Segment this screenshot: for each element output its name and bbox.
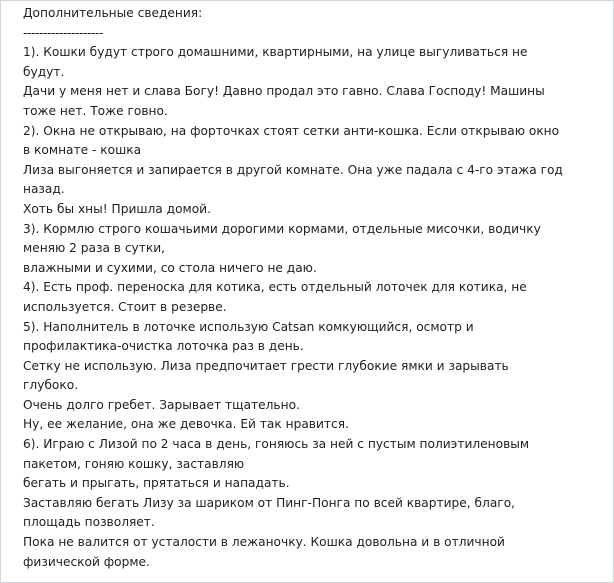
- text-line: Сетку не использую. Лиза предпочитает грести глубокие ямки и зарывать: [23, 358, 509, 373]
- text-line: 3). Кормлю строго кошачьими дорогими кормами, отдельные мисочки, водичку: [23, 221, 541, 236]
- text-line: 1). Кошки будут строго домашними, квартирными, на улице выгуливаться не: [23, 45, 528, 60]
- text-line: Пока не валится от усталости в лежаночку. Кошка довольна и в отличной: [23, 535, 505, 550]
- text-line: Хоть бы хны! Пришла домой.: [23, 201, 211, 216]
- text-line: профилактика-очистка лоточка раз в день.: [23, 339, 304, 354]
- text-line: назад.: [23, 182, 65, 197]
- text-line: площадь позволяет.: [23, 515, 155, 530]
- text-line: физической форме.: [23, 554, 150, 569]
- text-line: в комнате - кошка: [23, 143, 142, 158]
- text-line: меняю 2 раза в сутки,: [23, 241, 166, 256]
- section-header: Дополнительные сведения:: [23, 6, 203, 20]
- text-line: 2). Окна не открываю, на форточках стоят сетки анти-кошка. Если открываю окно: [23, 123, 560, 138]
- message-text: [23, 4, 609, 572]
- text-line: используется. Стоит в резерве.: [23, 299, 227, 314]
- separator-line: --------------------: [23, 25, 103, 40]
- text-line: глубоко.: [23, 378, 79, 393]
- text-line: влажными и сухими, со стола ничего не даю.: [23, 260, 317, 275]
- text-line: тоже нет. Тоже говно.: [23, 103, 168, 118]
- text-line: будут.: [23, 64, 65, 79]
- text-line: пакетом, гоняю кошку, заставляю: [23, 456, 245, 471]
- text-line: бегать и прыгать, прятаться и нападать.: [23, 476, 290, 491]
- text-line: Очень долго гребет. Зарывает тщательно.: [23, 397, 300, 412]
- text-line: Заставляю бегать Лизу за шариком от Пинг-Понга по всей квартире, благо,: [23, 495, 516, 510]
- text-line: Дачи у меня нет и слава Богу! Давно продал это гавно. Слава Господу! Машины: [23, 84, 545, 99]
- text-line: Лиза выгоняется и запирается в другой комнате. Она уже падала с 4-го этажа год: [23, 162, 563, 177]
- text-line: Ну, ее желание, она же девочка. Ей так нравится.: [23, 417, 349, 432]
- text-line: 4). Есть проф. переноска для котика, есть отдельный лоточек для котика, не: [23, 280, 527, 295]
- text-line: 5). Наполнитель в лоточке использую Catsan комкующийся, осмотр и: [23, 319, 474, 334]
- text-line: 6). Играю с Лизой по 2 часа в день, гоняюсь за ней с пустым полиэтиленовым: [23, 437, 530, 452]
